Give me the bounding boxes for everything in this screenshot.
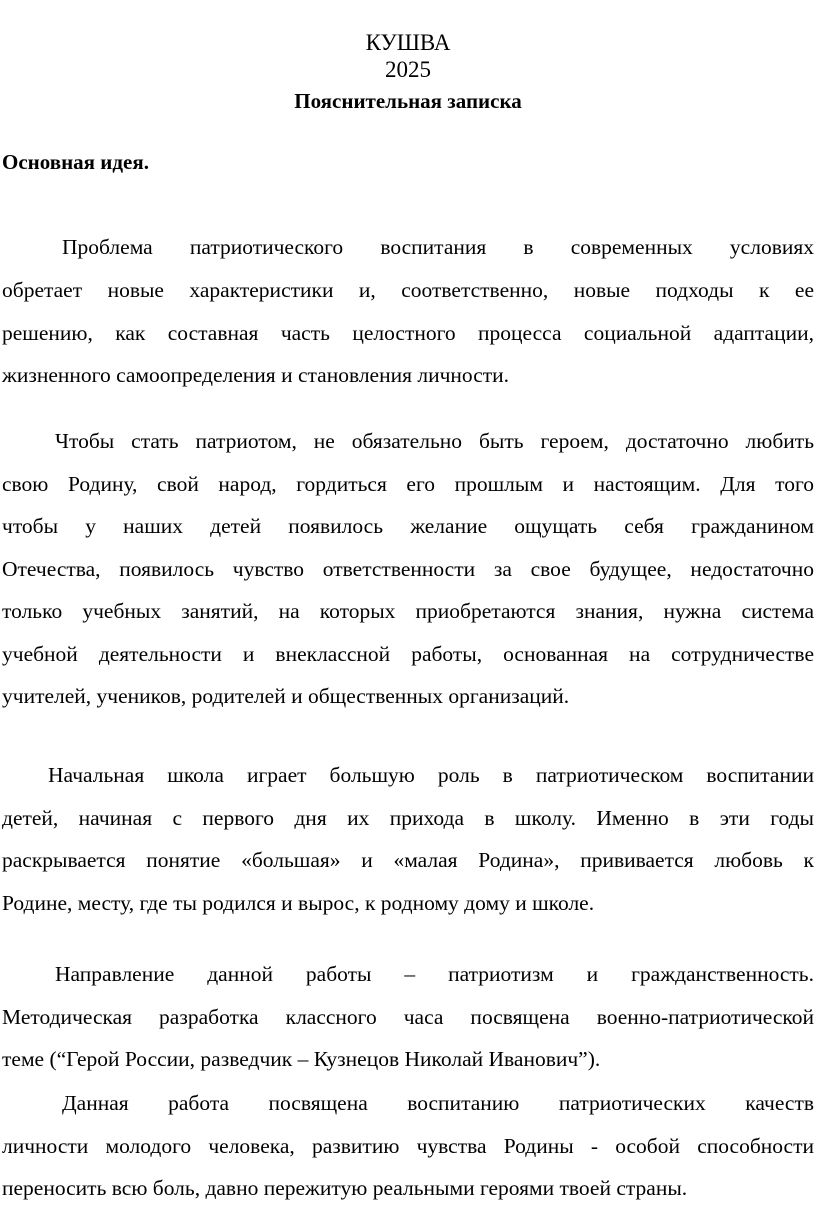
text-line: Данная работа посвящена воспитанию патриотических качеств [62, 1091, 814, 1115]
text-line: Отечества, появилось чувство ответственности за свое будущее, недостаточно [2, 557, 814, 581]
text-line: раскрывается понятие «большая» и «малая Родина», прививается любовь к [2, 848, 814, 872]
document-title: Пояснительная записка [294, 89, 522, 113]
text-line: переносить всю боль, давно пережитую реальными героями твоей страны. [2, 1176, 688, 1200]
text-line: жизненного самоопределения и становления личности. [2, 363, 510, 387]
text-line: Чтобы стать патриотом, не обязательно быть героем, достаточно любить [55, 429, 814, 453]
text-line: теме (“Герой России, разведчик – Кузнецов Николай Иванович”). [2, 1047, 601, 1071]
section-heading: Основная идея. [2, 150, 149, 174]
city-heading: КУШВА [365, 30, 451, 55]
year-heading: 2025 [385, 57, 431, 82]
text-line: Методическая разработка классного часа посвящена военно-патриотической [2, 1005, 814, 1029]
text-line: свою Родину, свой народ, гордиться его прошлым и настоящим. Для того [2, 472, 814, 496]
text-line: Направление данной работы – патриотизм и гражданственность. [55, 962, 814, 986]
text-line: Начальная школа играет большую роль в патриотическом воспитании [48, 763, 814, 787]
text-line: обретает новые характеристики и, соответственно, новые подходы к ее [2, 278, 814, 302]
text-line: Родине, месту, где ты родился и вырос, к родному дому и школе. [2, 891, 595, 915]
text-line: Проблема патриотического воспитания в современных условиях [62, 235, 814, 259]
text-line: детей, начиная с первого дня их прихода в школу. Именно в эти годы [2, 806, 814, 830]
text-line: решению, как составная часть целостного процесса социальной адаптации, [2, 321, 814, 345]
text-line: учебной деятельности и внеклассной работы, основанная на сотрудничестве [2, 642, 814, 666]
text-line: учителей, учеников, родителей и общественных организаций. [2, 684, 570, 708]
text-line: личности молодого человека, развитию чувства Родины - особой способности [2, 1134, 814, 1158]
text-line: чтобы у наших детей появилось желание ощущать себя гражданином [2, 514, 814, 538]
text-line: только учебных занятий, на которых приобретаются знания, нужна система [2, 599, 814, 623]
